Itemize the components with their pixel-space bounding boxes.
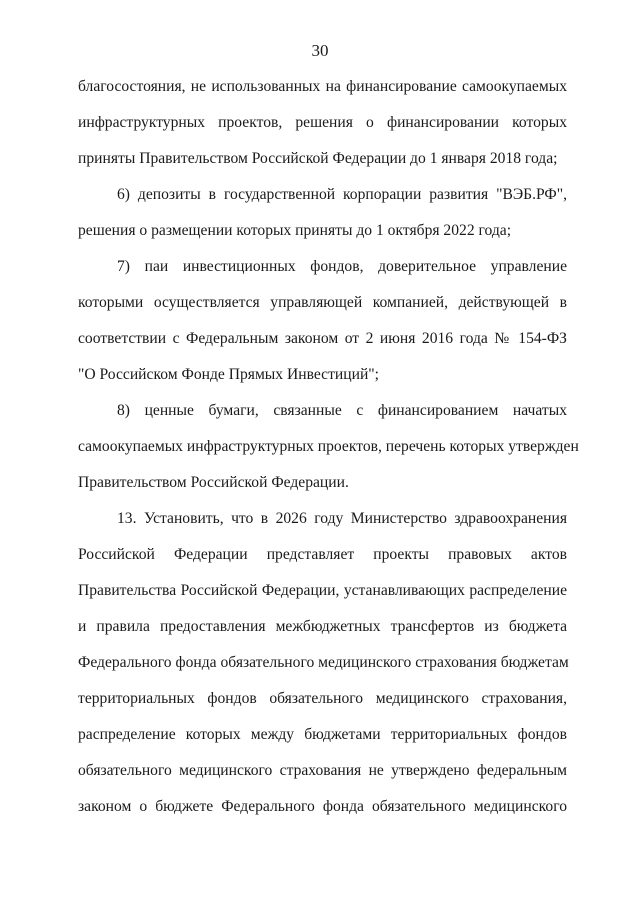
text-line: Российской Федерации представляет проекты правовых актов xyxy=(78,546,567,563)
text-line: Федерального фонда обязательного медицинского страхования бюджетам xyxy=(78,654,569,671)
text-line: "О Российском Фонде Прямых Инвестиций"; xyxy=(78,366,379,383)
page-number: 30 xyxy=(311,41,329,60)
list-item-7: 7) паи инвестиционных фондов, доверительное управление xyxy=(117,258,567,275)
list-item-6: 6) депозиты в государственной корпорации развития "ВЭБ.РФ", xyxy=(117,186,567,203)
text-line: распределение которых между бюджетами территориальных фондов xyxy=(78,726,567,743)
text-line: территориальных фондов обязательного медицинского страхования, xyxy=(78,690,567,707)
text-line: соответствии с Федеральным законом от 2 июня 2016 года № 154-ФЗ xyxy=(78,330,567,347)
text-line: самоокупаемых инфраструктурных проектов, перечень которых утвержден xyxy=(78,438,579,455)
text-line: и правила предоставления межбюджетных трансфертов из бюджета xyxy=(78,618,567,635)
text-line: Правительства Российской Федерации, устанавливающих распределение xyxy=(78,582,567,599)
list-item-8: 8) ценные бумаги, связанные с финансированием начатых xyxy=(117,402,567,419)
text-line: которыми осуществляется управляющей компанией, действующей в xyxy=(78,294,567,311)
text-line: Правительством Российской Федерации. xyxy=(78,474,349,491)
text-line: благосостояния, не использованных на финансирование самоокупаемых xyxy=(78,78,567,95)
text-line: решения о размещении которых приняты до 1 октября 2022 года; xyxy=(78,222,512,239)
clause-13: 13. Установить, что в 2026 году Министерство здравоохранения xyxy=(117,510,567,527)
text-line: инфраструктурных проектов, решения о финансировании которых xyxy=(78,114,567,131)
text-line: законом о бюджете Федерального фонда обязательного медицинского xyxy=(78,798,567,815)
text-line: приняты Правительством Российской Федерации до 1 января 2018 года; xyxy=(78,150,558,167)
text-line: обязательного медицинского страхования не утверждено федеральным xyxy=(78,762,567,779)
